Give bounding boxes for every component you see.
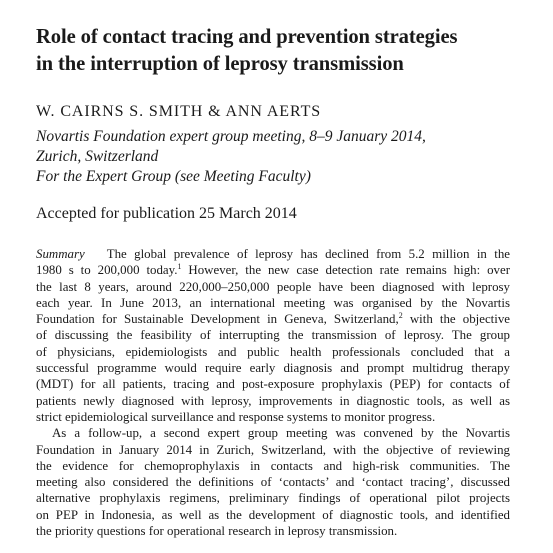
summary-label: Summary bbox=[36, 247, 85, 261]
text-run: However, the new case detection rate remains high: over bbox=[181, 263, 510, 278]
summary-p2-line-2: Foundation in January 2014 in Zurich, Switzerland, with the objective of reviewing bbox=[36, 442, 510, 457]
summary-p1-line-3: the last 8 years, around 220,000–250,000 people have been diagnosed with leprosy bbox=[36, 279, 510, 294]
author-list: W. CAIRNS S. SMITH & ANN AERTS bbox=[36, 103, 322, 120]
summary-p2-line-5: alternative prophylaxis regimens, preliminary findings of operational pilot projects bbox=[36, 491, 510, 506]
title-line-1: Role of contact tracing and prevention strategies bbox=[36, 26, 458, 48]
summary-p2-line-6: on PEP in Indonesia, as well as the development of diagnostic tools, and identified bbox=[36, 507, 510, 522]
title-line-2: in the interruption of leprosy transmission bbox=[36, 53, 404, 75]
affiliation-line-2: Zurich, Switzerland bbox=[36, 148, 159, 165]
summary-p1-line-4: each year. In June 2013, an international meeting was organised by the Novartis bbox=[36, 295, 510, 310]
summary-p1-line-8: successful programme would require early diagnosis and prompt multidrug therapy bbox=[36, 361, 510, 376]
summary-p1-line-2 bbox=[36, 262, 510, 278]
summary-p1-line-11: strict epidemiological surveillance and response systems to monitor progress. bbox=[36, 409, 436, 424]
affiliation-line-1: Novartis Foundation expert group meeting, 8–9 January 2014, bbox=[36, 128, 426, 145]
summary-p1-line-6: of discussing the feasibility of interrupting the transmission of leprosy. The group bbox=[36, 328, 510, 343]
summary-p1-line-1 bbox=[36, 246, 510, 262]
summary-p2-line-3: the evidence for chemoprophylaxis in contacts and high-risk communities. The bbox=[36, 458, 510, 473]
affiliation-block bbox=[36, 127, 426, 187]
text-run: Foundation for Sustainable Development in Geneva, Switzerland, bbox=[36, 312, 399, 327]
footnote-ref-1[interactable]: 1 bbox=[177, 262, 182, 272]
summary-p2-line-4: meeting also considered the definitions of ‘contacts’ and ‘contact tracing’, discussed bbox=[36, 475, 510, 490]
affiliation-line-3: For the Expert Group (see Meeting Faculty) bbox=[36, 168, 311, 185]
summary-p1-line-9: (MDT) for all patients, tracing and post-exposure prophylaxis (PEP) for contacts of bbox=[36, 377, 510, 392]
summary-p2-line-7: the priority questions for operational research in leprosy transmission. bbox=[36, 524, 398, 539]
text-run: with the objective bbox=[402, 312, 510, 327]
summary-p2-line-1: As a follow-up, a second expert group meeting was convened by the Novartis bbox=[52, 426, 510, 441]
accepted-date: Accepted for publication 25 March 2014 bbox=[36, 205, 297, 222]
summary-p1-line-5 bbox=[36, 311, 510, 327]
footnote-ref-2[interactable]: 2 bbox=[398, 311, 403, 321]
text-run: The global prevalence of leprosy has declined from 5.2 million in the bbox=[106, 247, 511, 261]
summary-p1-line-7: of physicians, epidemiologists and public health professionals concluded that a bbox=[36, 344, 510, 359]
summary-p1-line-10: patients newly diagnosed with leprosy, improvements in diagnostic tools, as well as bbox=[36, 393, 510, 408]
summary-section bbox=[36, 246, 510, 539]
text-run: 1980 s to 200,000 today. bbox=[36, 263, 178, 278]
paper-title bbox=[36, 24, 536, 78]
